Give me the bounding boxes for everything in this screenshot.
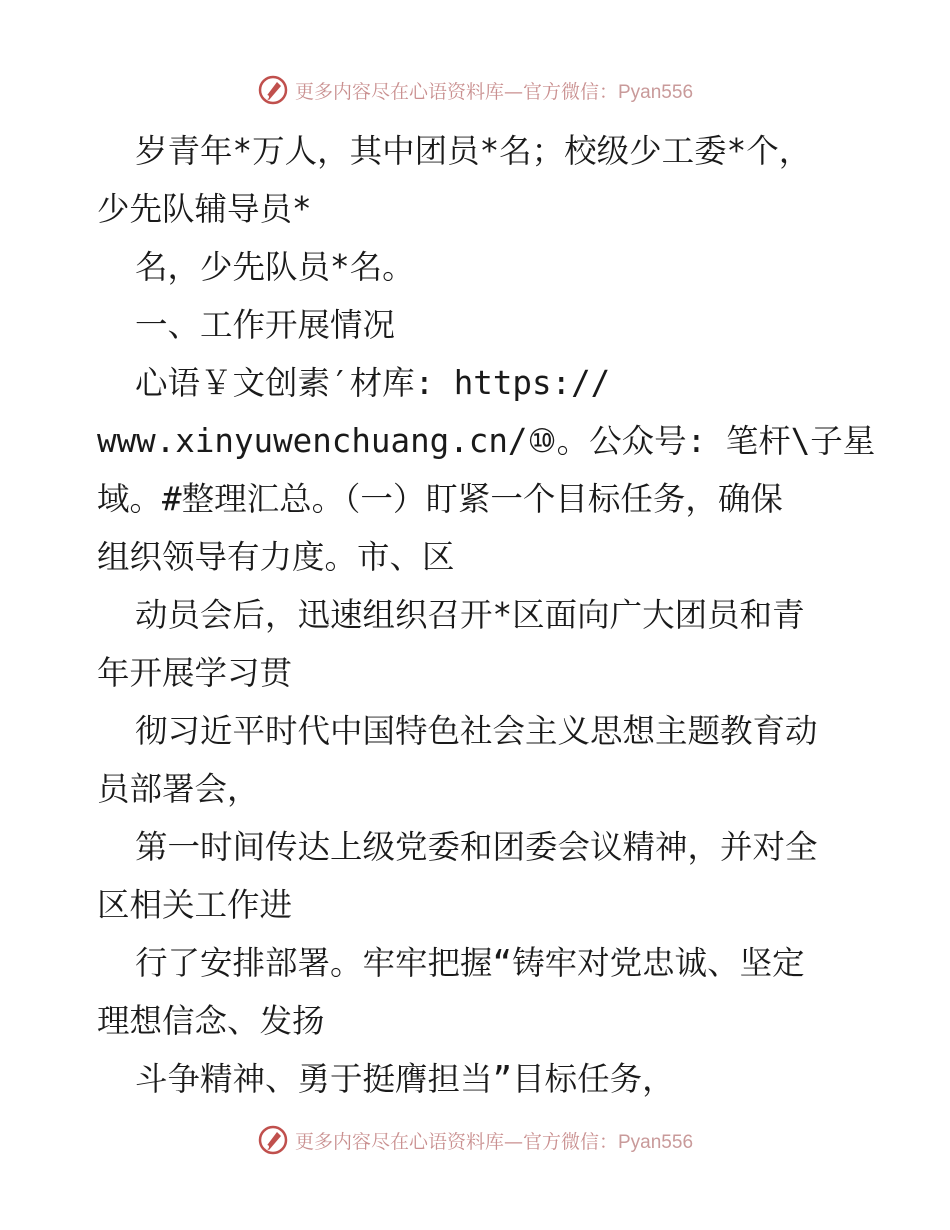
header-banner bbox=[0, 70, 950, 110]
text-line: 心语￥文创素′材库: https:// bbox=[135, 364, 611, 402]
header-banner-label: 更多内容尽在心语资料库—官方微信： bbox=[294, 80, 618, 103]
text-line: 年开展学习贯 bbox=[97, 654, 293, 692]
section-heading: 一、工作开展情况 bbox=[135, 306, 396, 344]
text-line: 彻习近平时代中国特色社会主义思想主题教育动 bbox=[135, 712, 818, 750]
text-line: 域。#整理汇总。（一）盯紧一个目标任务，确保 bbox=[97, 480, 783, 518]
text-line: 组织领导有力度。市、区 bbox=[97, 538, 455, 576]
footer-wechat-id: Pyan556 bbox=[618, 1131, 694, 1153]
pen-nib-logo-icon bbox=[257, 74, 289, 106]
text-line: 少先队辅导员* bbox=[97, 190, 312, 228]
header-wechat-id: Pyan556 bbox=[618, 81, 694, 103]
text-line: 岁青年*万人，其中团员*名；校级少工委*个， bbox=[135, 132, 812, 170]
text-line: 动员会后，迅速组织召开*区面向广大团员和青 bbox=[135, 596, 805, 634]
pen-nib-logo-icon bbox=[257, 1124, 289, 1156]
text-line: www.xinyuwenchuang.cn/⑩。公众号: 笔杆\子星 bbox=[97, 422, 876, 460]
text-line: 员部署会， bbox=[97, 770, 260, 808]
text-line: 区相关工作进 bbox=[97, 886, 293, 924]
document-body bbox=[97, 122, 876, 1108]
footer-banner-label: 更多内容尽在心语资料库—官方微信： bbox=[294, 1130, 618, 1153]
text-line: 行了安排部署。牢牢把握“铸牢对党忠诚、坚定 bbox=[135, 944, 805, 982]
footer-banner bbox=[0, 1120, 950, 1160]
footer-banner-text bbox=[295, 1127, 693, 1154]
text-line: 理想信念、发扬 bbox=[97, 1002, 325, 1040]
text-line: 名，少先队员*名。 bbox=[135, 248, 415, 286]
text-line: 斗争精神、勇于挺膺担当”目标任务， bbox=[135, 1060, 675, 1098]
header-banner-text bbox=[295, 77, 693, 104]
text-line: 第一时间传达上级党委和团委会议精神，并对全 bbox=[135, 828, 818, 866]
